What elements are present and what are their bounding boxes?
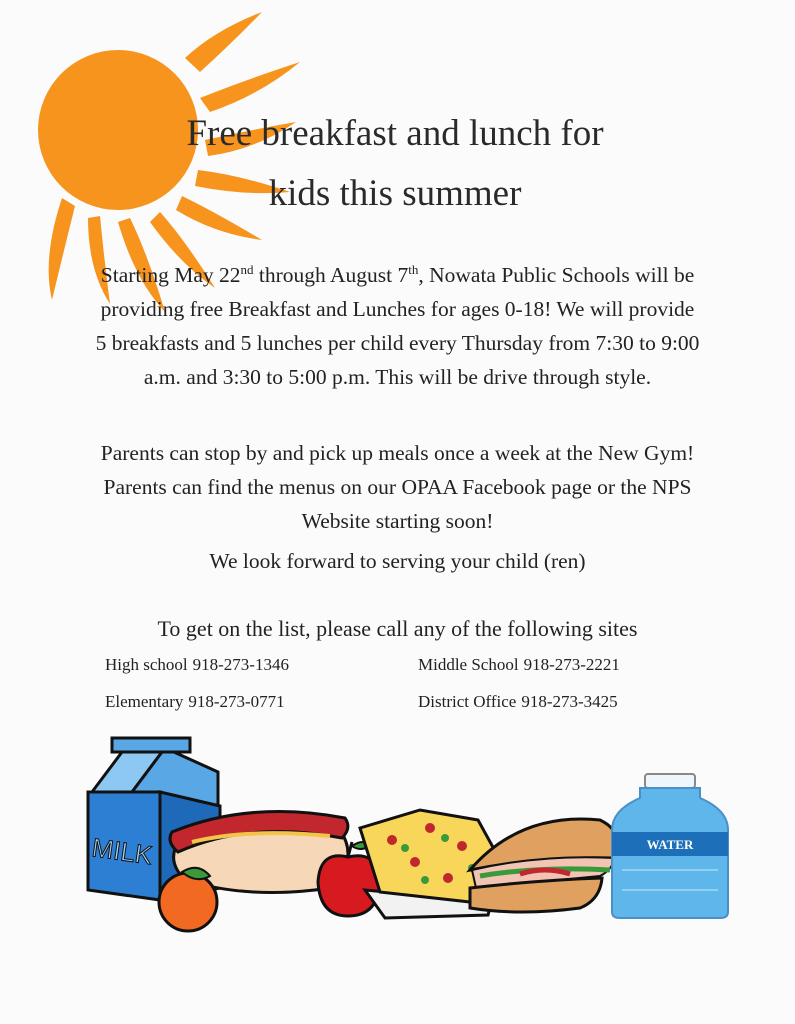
intro-paragraph — [95, 258, 700, 394]
contact-high-school — [105, 655, 289, 675]
intro-part-1: Starting May 22 — [100, 263, 241, 287]
intro-sup-2: th — [408, 261, 419, 277]
sandwich-icon — [470, 819, 618, 912]
water-label: WATER — [646, 837, 694, 852]
contact-site: Middle School — [418, 655, 519, 674]
contact-phone: 918-273-3425 — [521, 692, 618, 711]
contact-district-office — [418, 692, 618, 712]
contact-phone: 918-273-2221 — [523, 655, 620, 674]
list-heading: To get on the list, please call any of the following sites — [157, 616, 638, 641]
contact-phone: 918-273-0771 — [188, 692, 285, 711]
water-bottle-icon — [612, 774, 728, 918]
contact-middle-school — [418, 655, 620, 675]
title-line-1: Free breakfast and lunch for — [186, 113, 604, 154]
title-line-2: kids this summer — [268, 173, 522, 214]
closing-line: We look forward to serving your child (ren) — [209, 549, 586, 573]
milk-label: MILK — [90, 832, 155, 871]
intro-part-3: , Nowata Public Schools will be providing free Breakfast and Lunches for ages 0-18! We will provide 5 breakfasts and 5 lunches per child every Thursday from 7:30 to 9:00 a.m. and 3:30 to 5:00 p.m. This will be drive through style. — [95, 263, 700, 389]
contact-elementary — [105, 692, 285, 712]
contact-phone: 918-273-1346 — [192, 655, 289, 674]
intro-sup-1: nd — [240, 261, 254, 277]
pickup-paragraph: Parents can stop by and pick up meals once a week at the New Gym! Parents can find the menus on our OPAA Facebook page or the NPS Website starting soon! — [100, 441, 695, 533]
intro-part-2: through August 7 — [253, 263, 409, 287]
contact-site: Elementary — [105, 692, 184, 711]
flyer-title — [60, 104, 730, 224]
food-illustration — [0, 720, 795, 960]
contact-site: High school — [105, 655, 188, 674]
contact-site: District Office — [418, 692, 517, 711]
